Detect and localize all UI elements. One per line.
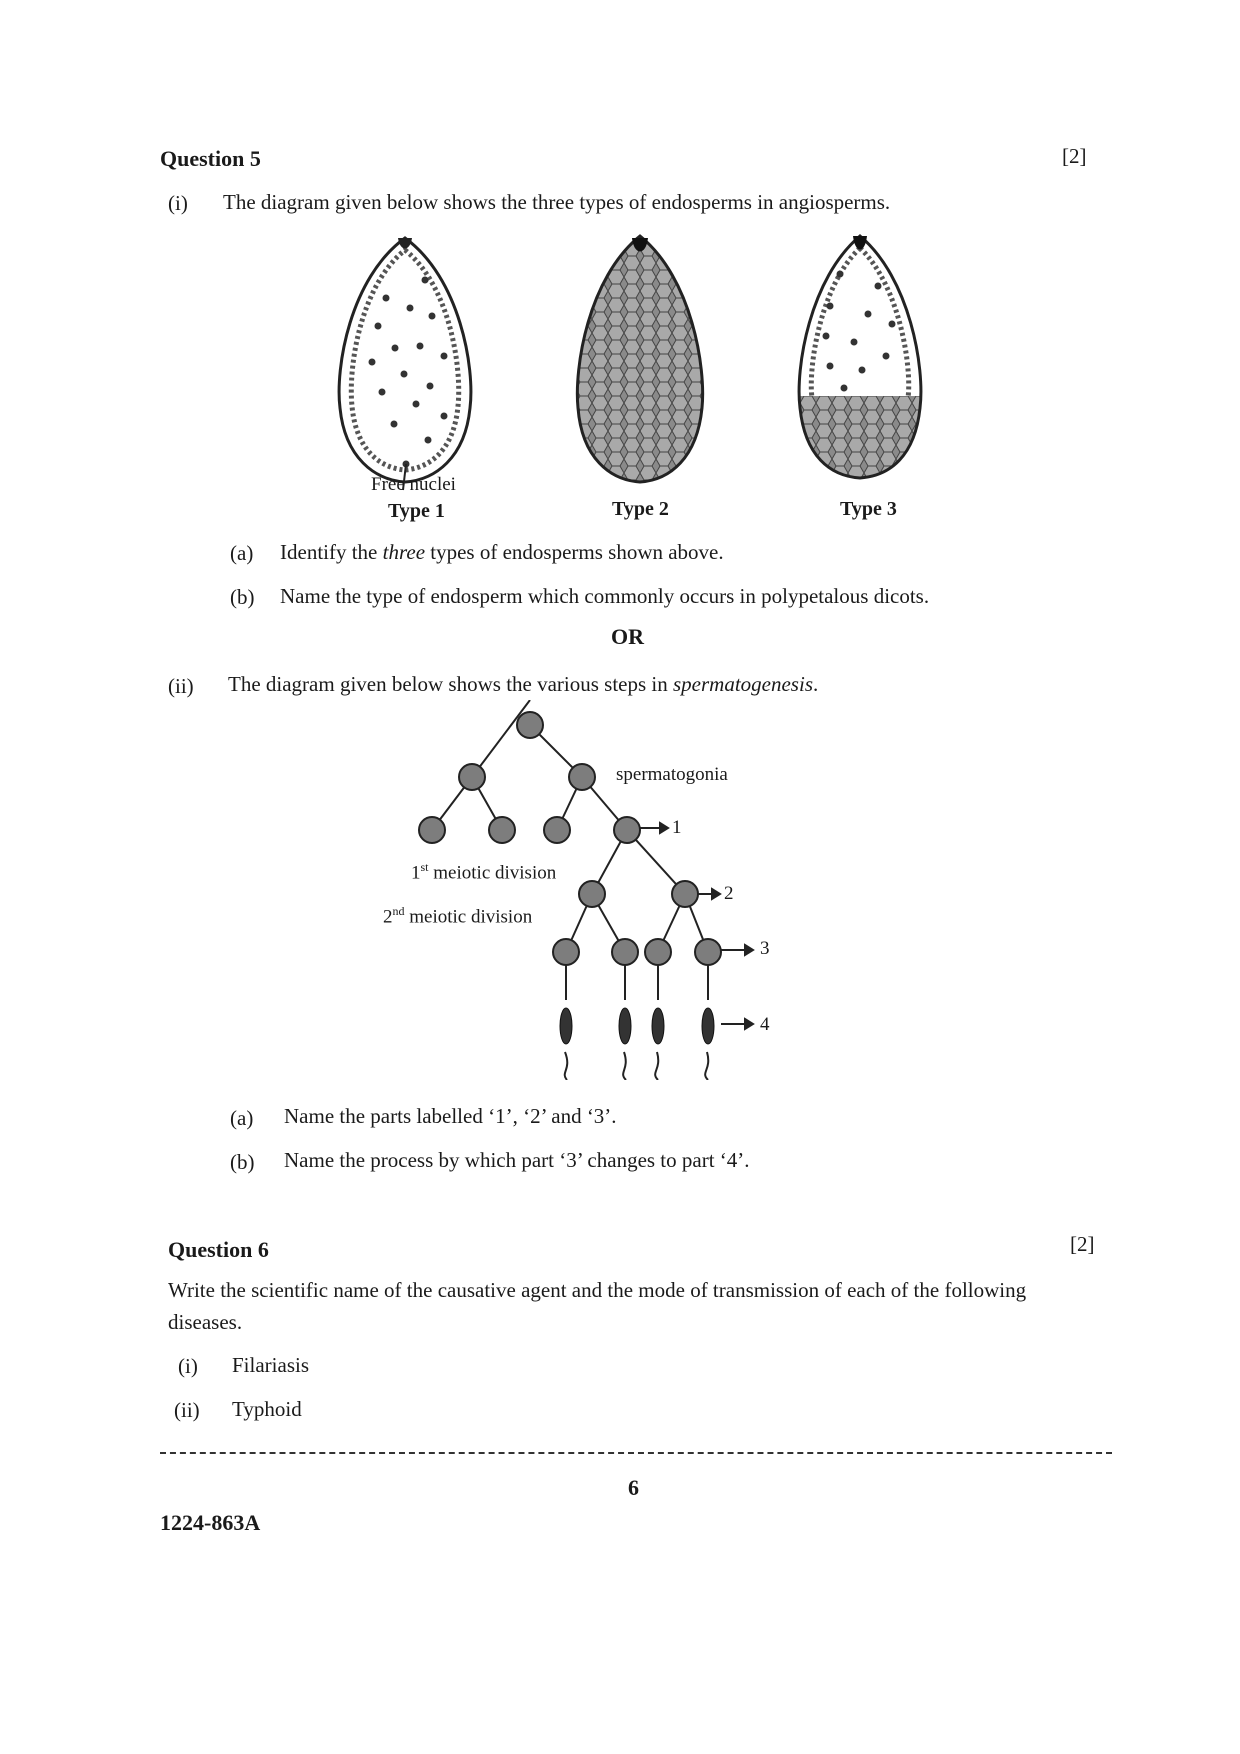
spermatogenesis-diagram	[400, 700, 820, 1080]
endosperm-type-1	[339, 238, 471, 490]
q6-item-ii-text: Typhoid	[232, 1397, 302, 1421]
q6-item-i-text: Filariasis	[232, 1353, 309, 1377]
part-i-b-text: Name the type of endosperm which commonly occurs in polypetalous dicots.	[280, 584, 930, 608]
question-6-text: Write the scientific name of the causative agent and the mode of transmission of each of the following diseases.	[168, 1278, 1027, 1334]
arrow-label-2: 2	[724, 883, 734, 904]
part-ii-a-text: Name the parts labelled ‘1’, ‘2’ and ‘3’.	[284, 1104, 617, 1128]
type-1-label: Type 1	[388, 500, 445, 522]
type-3-label: Type 3	[840, 498, 897, 520]
second-meiotic-division-label: 2nd meiotic division	[383, 904, 533, 928]
or-separator: OR	[611, 624, 644, 649]
part-ii-text: The diagram given below shows the various steps in spermatogenesis.	[228, 672, 819, 696]
question-6-title: Question 6	[168, 1237, 269, 1262]
footer-divider	[160, 1452, 1112, 1454]
part-ii-a-number: (a)	[230, 1106, 254, 1130]
question-5-marks: [2]	[1062, 144, 1087, 168]
q6-item-ii-number: (ii)	[174, 1398, 200, 1422]
q6-item-i-number: (i)	[178, 1354, 198, 1378]
question-5-title: Question 5	[160, 146, 261, 171]
paper-code: 1224-863A	[160, 1510, 261, 1535]
arrow-label-1: 1	[672, 817, 682, 838]
part-i-text: The diagram given below shows the three types of endosperms in angiosperms.	[223, 190, 891, 214]
part-i-a-number: (a)	[230, 541, 254, 565]
part-i-number: (i)	[168, 191, 188, 215]
part-i-b-number: (b)	[230, 585, 255, 609]
arrow-label-3: 3	[760, 938, 770, 959]
part-ii-b-text: Name the process by which part ‘3’ changes to part ‘4’.	[284, 1148, 750, 1172]
spermatogonia-label: spermatogonia	[616, 764, 728, 785]
part-ii-number: (ii)	[168, 674, 194, 698]
endosperm-type-3	[790, 236, 930, 486]
first-meiotic-division-label: 1st meiotic division	[411, 860, 557, 884]
part-ii-b-number: (b)	[230, 1150, 255, 1174]
endosperm-type-2	[577, 236, 702, 482]
part-i-a-text: Identify the three types of endosperms shown above.	[280, 540, 724, 564]
free-nuclei-label: Free nuclei	[371, 474, 456, 495]
question-6-marks: [2]	[1070, 1232, 1095, 1256]
type-2-label: Type 2	[612, 498, 669, 520]
arrow-label-4: 4	[760, 1014, 770, 1035]
page-number: 6	[628, 1475, 639, 1500]
